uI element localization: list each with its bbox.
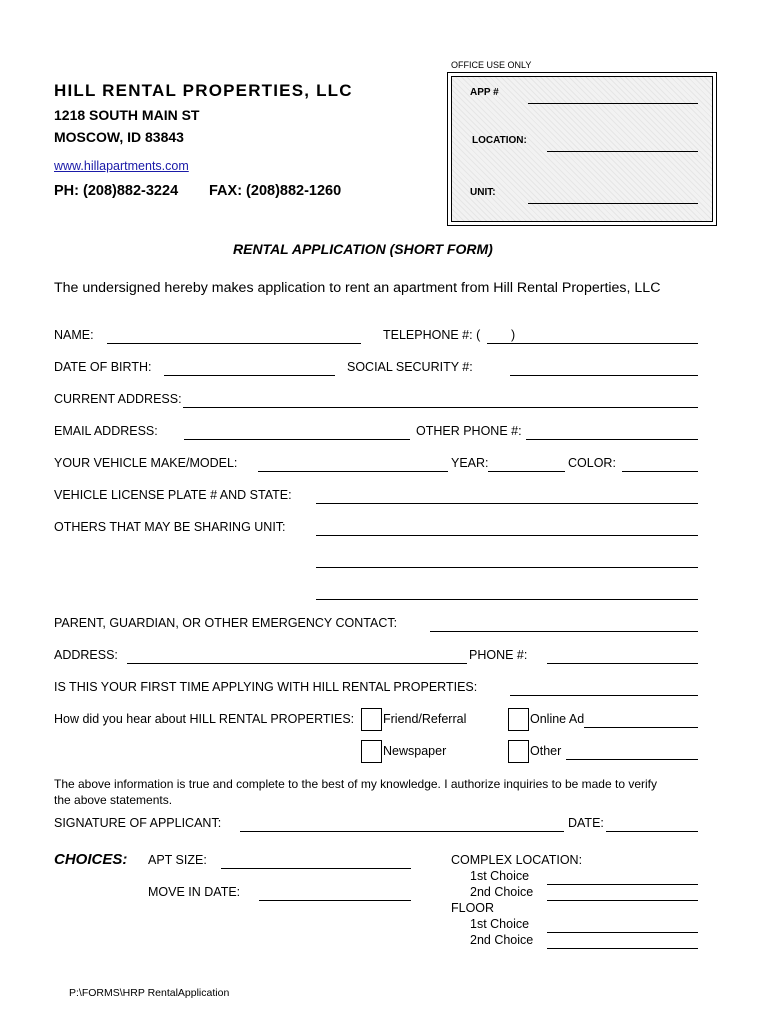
date-label: DATE: — [568, 816, 604, 830]
color-field[interactable] — [622, 471, 698, 472]
online-ad-field[interactable] — [584, 727, 698, 728]
color-label: COLOR: — [568, 456, 616, 470]
move-in-field[interactable] — [259, 900, 411, 901]
footer-file-path: P:\FORMS\HRP RentalApplication — [69, 987, 230, 999]
signature-label: SIGNATURE OF APPLICANT: — [54, 816, 222, 830]
other-label: Other — [530, 744, 562, 758]
move-in-label: MOVE IN DATE: — [148, 885, 241, 899]
complex-first-choice-field[interactable] — [547, 884, 698, 885]
year-field[interactable] — [488, 471, 565, 472]
office-unit-line[interactable] — [528, 203, 698, 204]
office-location-line[interactable] — [547, 151, 698, 152]
others-sharing-field-3[interactable] — [316, 599, 698, 600]
complex-first-choice-label: 1st Choice — [470, 869, 530, 883]
emergency-address-label: ADDRESS: — [54, 648, 118, 662]
online-ad-checkbox[interactable] — [508, 708, 529, 731]
complex-second-choice-field[interactable] — [547, 900, 698, 901]
friend-referral-checkbox[interactable] — [361, 708, 382, 731]
emergency-contact-field[interactable] — [430, 631, 698, 632]
online-ad-label: Online Ad — [530, 712, 585, 726]
emergency-phone-field[interactable] — [547, 663, 698, 664]
name-label: NAME: — [54, 328, 94, 342]
floor-label: FLOOR — [451, 901, 495, 915]
floor-first-choice-field[interactable] — [547, 932, 698, 933]
others-sharing-field-2[interactable] — [316, 567, 698, 568]
office-use-heading: OFFICE USE ONLY — [451, 60, 532, 70]
company-website-link[interactable]: www.hillapartments.com — [54, 159, 189, 173]
vehicle-field[interactable] — [258, 471, 448, 472]
office-app-line[interactable] — [528, 103, 698, 104]
complex-location-label: COMPLEX LOCATION: — [451, 853, 583, 867]
emergency-phone-label: PHONE #: — [469, 648, 528, 662]
others-sharing-field-1[interactable] — [316, 535, 698, 536]
other-phone-field[interactable] — [526, 439, 698, 440]
office-app-label: APP # — [470, 87, 499, 98]
current-address-label: CURRENT ADDRESS: — [54, 392, 182, 406]
others-sharing-label: OTHERS THAT MAY BE SHARING UNIT: — [54, 520, 286, 534]
telephone-field[interactable] — [487, 343, 698, 344]
plate-label: VEHICLE LICENSE PLATE # AND STATE: — [54, 488, 292, 502]
other-phone-label: OTHER PHONE #: — [416, 424, 522, 438]
floor-first-choice-label: 1st Choice — [470, 917, 530, 931]
first-time-field[interactable] — [510, 695, 698, 696]
apt-size-label: APT SIZE: — [148, 853, 207, 867]
newspaper-label: Newspaper — [383, 744, 447, 758]
other-checkbox[interactable] — [508, 740, 529, 763]
current-address-field[interactable] — [183, 407, 698, 408]
company-name: HILL RENTAL PROPERTIES, LLC — [54, 81, 353, 100]
name-field[interactable] — [107, 343, 361, 344]
dob-label: DATE OF BIRTH: — [54, 360, 152, 374]
dob-field[interactable] — [164, 375, 335, 376]
company-phone: PH: (208)882-3224 — [54, 183, 179, 199]
ssn-label: SOCIAL SECURITY #: — [347, 360, 473, 374]
choices-heading: CHOICES: — [54, 851, 128, 868]
floor-second-choice-label: 2nd Choice — [470, 933, 534, 947]
floor-second-choice-field[interactable] — [547, 948, 698, 949]
office-location-label: LOCATION: — [472, 135, 527, 146]
company-city: MOSCOW, ID 83843 — [54, 129, 184, 145]
office-unit-label: UNIT: — [470, 187, 496, 198]
company-street: 1218 SOUTH MAIN ST — [54, 107, 200, 123]
form-title: RENTAL APPLICATION (SHORT FORM) — [233, 241, 493, 257]
vehicle-label: YOUR VEHICLE MAKE/MODEL: — [54, 456, 238, 470]
year-label: YEAR: — [451, 456, 489, 470]
email-label: EMAIL ADDRESS: — [54, 424, 158, 438]
friend-referral-label: Friend/Referral — [383, 712, 467, 726]
signature-field[interactable] — [240, 831, 564, 832]
ssn-field[interactable] — [510, 375, 698, 376]
email-field[interactable] — [184, 439, 410, 440]
apt-size-field[interactable] — [221, 868, 411, 869]
date-field[interactable] — [606, 831, 698, 832]
first-time-label: IS THIS YOUR FIRST TIME APPLYING WITH HILL RENTAL PROPERTIES: — [54, 680, 478, 694]
complex-second-choice-label: 2nd Choice — [470, 885, 534, 899]
telephone-close-paren: ) — [511, 328, 516, 342]
certify-text-line2: the above statements. — [54, 793, 173, 807]
plate-field[interactable] — [316, 503, 698, 504]
telephone-label: TELEPHONE #: ( — [383, 328, 481, 342]
hear-about-label: How did you hear about HILL RENTAL PROPERTIES: — [54, 712, 355, 726]
newspaper-checkbox[interactable] — [361, 740, 382, 763]
certify-text-line1: The above information is true and complete to the best of my knowledge. I authorize inquiries to be made to verify — [54, 777, 657, 791]
emergency-address-field[interactable] — [127, 663, 467, 664]
form-intro: The undersigned hereby makes application to rent an apartment from Hill Rental Properties, LLC — [54, 280, 661, 296]
company-fax: FAX: (208)882-1260 — [209, 183, 342, 199]
other-field[interactable] — [566, 759, 698, 760]
emergency-contact-label: PARENT, GUARDIAN, OR OTHER EMERGENCY CONTACT: — [54, 616, 398, 630]
